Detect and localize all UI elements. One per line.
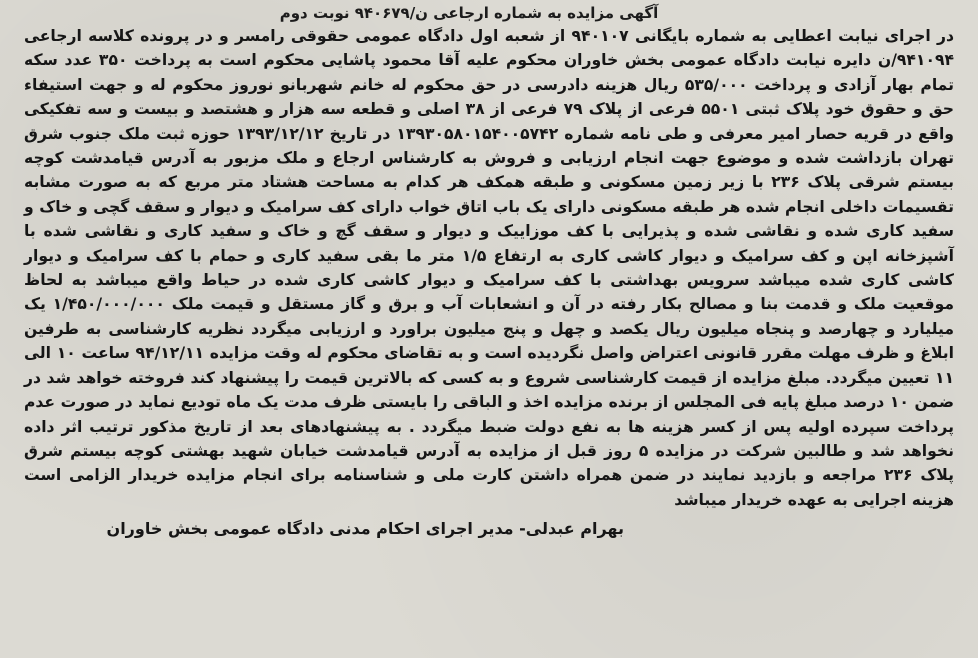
notice-signature: بهرام عبدلی- مدیر اجرای احکام مدنی دادگاه عمومی بخش خاوران: [106, 519, 624, 539]
notice-body: در اجرای نیابت اعطایی به شماره بایگانی ۹۴۰۱۰۷ از شعبه اول دادگاه عمومی حقوقی رامسر و در پرونده کلاسه ارجاعی ۹۴۱۰۹۴/ن دایره نیابت دادگاه عمومی بخش خاوران محکوم علیه آقا محمود پاشایی محکوم است به پرداخت ۳۵۰ عدد سکه تمام بهار آزادی و پرداخت ۵۳۵/۰۰۰ ریال هزینه دادرسی در حق محکوم له خانم شهربانو نوروز محکوم له و جهت استیفاء حق و حقوق خود پلاک ثبتی ۵۵۰۱ فرعی از پلاک ۷۹ فرعی از ۳۸ اصلی و قطعه سه هزار و هشتصد و بیست و سه تفکیکی واقع در قریه حصار امیر معرفی و طی نامه شماره ۱۳۹۳۰۵۸۰۱۵۴۰۰۵۷۴۲ در تاریخ ۱۳۹۳/۱۲/۱۲ حوزه ثبت ملک جنوب شرق تهران بازداشت شده و موضوع جهت انجام ارزیابی و فروش به کارشناس ارجاع و ملک مزبور به آدرس قیامدشت کوچه بیستم شرقی پلاک ۲۳۶ با زیر زمین مسکونی و طبقه همکف هر کدام به مساحت هشتاد متر مربع که به صورت مشابه تقسیمات داخلی انجام شده هر طبقه مسکونی دارای یک باب اتاق خواب دارای کف سرامیک و دیوار و سقف گچی و خاک و سفید کاری شده و نقاشی شده و پذیرایی با کف موزاییک و دیوار و سقف گچ و خاک و سفید کاری و نقاشی شده با آشپزخانه اپن و کف سرامیک و دیوار کاشی کاری به ارتفاع ۱/۵ متر ما بقی سفید کاری و حمام با کف سرامیک و دیوار کاشی کاری شده میباشد سرویس بهداشتی با کف سرامیک و دیوار کاشی کاری شده در حیاط واقع میباشد به لحاظ موقعیت ملک و قدمت بنا و مصالح بکار رفته در آن و انشعابات آب و برق و گاز مستقل و قیمت ملک ۱/۴۵۰/۰۰۰/۰۰۰ یک میلیارد و چهارصد و پنجاه میلیون ریال یکصد و چهل و پنج میلیون براورد و ارزیابی میگردد نظریه کارشناسی به طرفین ابلاغ و ظرف مهلت مقرر قانونی اعتراض واصل نگردیده است و به تقاضای محکوم له وقت مزایده ۹۴/۱۲/۱۱ ساعت ۱۰ الی ۱۱ تعیین میگردد. مبلغ مزایده از قیمت کارشناسی شروع و به کسی که بالاترین قیمت را پیشنهاد کند فروخته خواهد شد در ضمن ۱۰ درصد مبلغ پایه فی المجلس از برنده مزایده اخذ و الباقی را بایستی ظرف مدت یک ماه تودیع نماید در صورت عدم پرداخت سپرده اولیه پس از کسر هزینه ها به نفع دولت ضبط میگردد . به پیشنهادهای بعد از تاریخ مذکور ترتیب اثر داده نخواهد شد و طالبین شرکت در مزایده ۵ روز قبل از مزایده به آدرس قیامدشت خیابان شهید بهشتی کوچه بیستم شرق پلاک ۲۳۶ مراجعه و بازدید نمایند در ضمن همراه داشتن کارت ملی و شناسنامه برای انجام مزایده خریدار الزامی است هزینه اجرایی به عهده خریدار میباشد: [24, 27, 955, 509]
notice-heading: آگهی مزایده به شماره ارجاعی ن/۹۴۰۶۷۹ نوبت دوم: [279, 4, 659, 22]
